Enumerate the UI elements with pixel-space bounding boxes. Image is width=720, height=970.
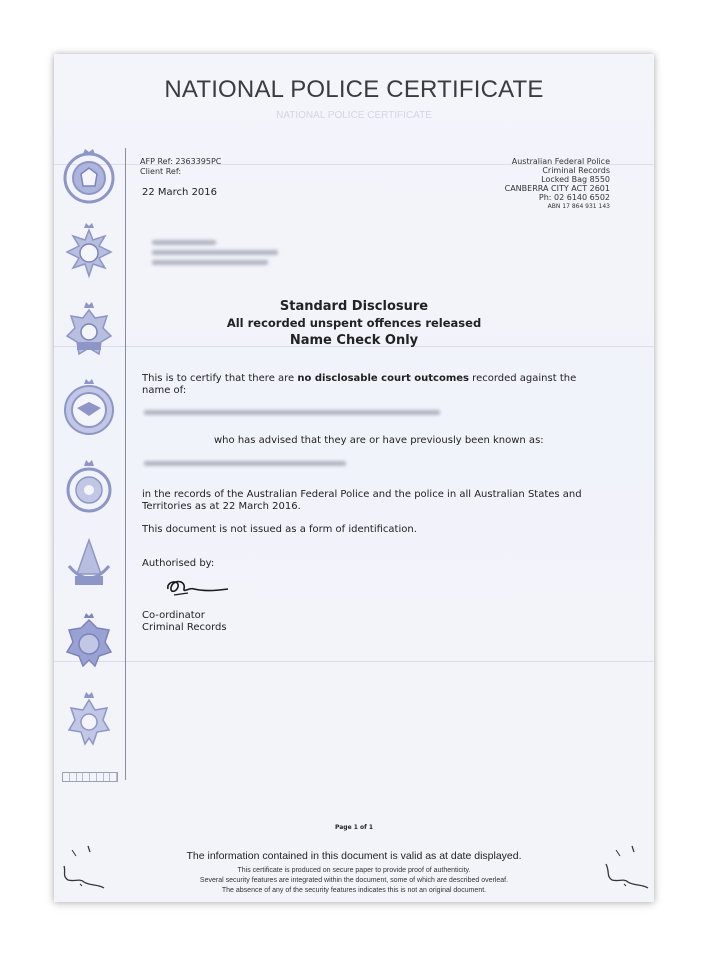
records-statement: in the records of the Australian Federal Police and the police in all Australian States and Territories as at 22 March 2016. xyxy=(142,489,582,512)
address-abn: ABN 17 864 931 143 xyxy=(547,203,610,210)
page-number: Page 1 of 1 xyxy=(335,824,373,831)
nt-police-crest-icon xyxy=(61,378,117,438)
watermark-text: NATIONAL POLICE CERTIFICATE xyxy=(276,110,432,121)
address-line: CANBERRA CITY ACT 2601 xyxy=(504,184,610,193)
address-line: Criminal Records xyxy=(542,166,610,175)
identification-notice: This document is not issued as a form of identification. xyxy=(142,524,417,535)
divider-line xyxy=(125,148,126,780)
check-type-heading: Name Check Only xyxy=(289,333,419,348)
address-phone: Ph: 02 6140 6502 xyxy=(538,193,610,202)
signatory-title: Co-ordinator xyxy=(142,610,205,621)
redacted-applicant-name xyxy=(144,410,440,415)
sa-police-crest-icon xyxy=(61,146,117,206)
reference-block xyxy=(140,157,221,177)
afp-address xyxy=(505,157,610,211)
fold-line xyxy=(54,661,654,662)
qld-police-crest-icon xyxy=(61,534,117,594)
nsw-police-crest-icon xyxy=(61,222,117,282)
tas-police-crest-icon xyxy=(61,690,117,750)
certify-statement: This is to certify that there are no disclosable court outcomes recorded against the name of: xyxy=(142,373,577,396)
address-line: Australian Federal Police xyxy=(511,157,610,166)
australia-map-outline-icon xyxy=(602,844,650,890)
address-line: Locked Bag 8550 xyxy=(541,175,610,184)
redacted-alias-name xyxy=(144,461,346,466)
security-note-3: The absence of any of the security features indicates this is not an original document. xyxy=(221,887,487,894)
client-ref: Client Ref: xyxy=(140,167,182,176)
afp-crest-icon xyxy=(61,456,117,516)
authorised-label: Authorised by: xyxy=(142,558,215,569)
signature-image xyxy=(162,573,252,601)
issue-date: 22 March 2016 xyxy=(142,187,218,198)
disclosure-heading: Standard Disclosure xyxy=(279,299,429,314)
afp-ref: AFP Ref: 2363395PC xyxy=(140,157,222,166)
security-note-1: This certificate is produced on secure paper to provide proof of authenticity. xyxy=(237,867,471,874)
microprint-strip xyxy=(62,772,118,782)
validity-notice: The information contained in this document is valid as at date displayed. xyxy=(186,850,522,862)
disclosure-subheading: All recorded unspent offences released xyxy=(226,316,482,330)
redacted-recipient-name xyxy=(152,240,216,245)
certificate-title: NATIONAL POLICE CERTIFICATE xyxy=(164,76,544,103)
australia-map-outline-icon xyxy=(58,844,106,890)
redacted-recipient-suburb xyxy=(152,260,268,265)
certificate-page xyxy=(54,54,654,902)
signatory-department: Criminal Records xyxy=(142,622,227,633)
alias-statement: who has advised that they are or have previously been known as: xyxy=(214,435,544,446)
wa-police-crest-icon xyxy=(61,612,117,672)
redacted-recipient-street xyxy=(152,250,278,255)
security-note-2: Several security features are integrated within the document, some of which are described overleaf. xyxy=(199,877,509,884)
